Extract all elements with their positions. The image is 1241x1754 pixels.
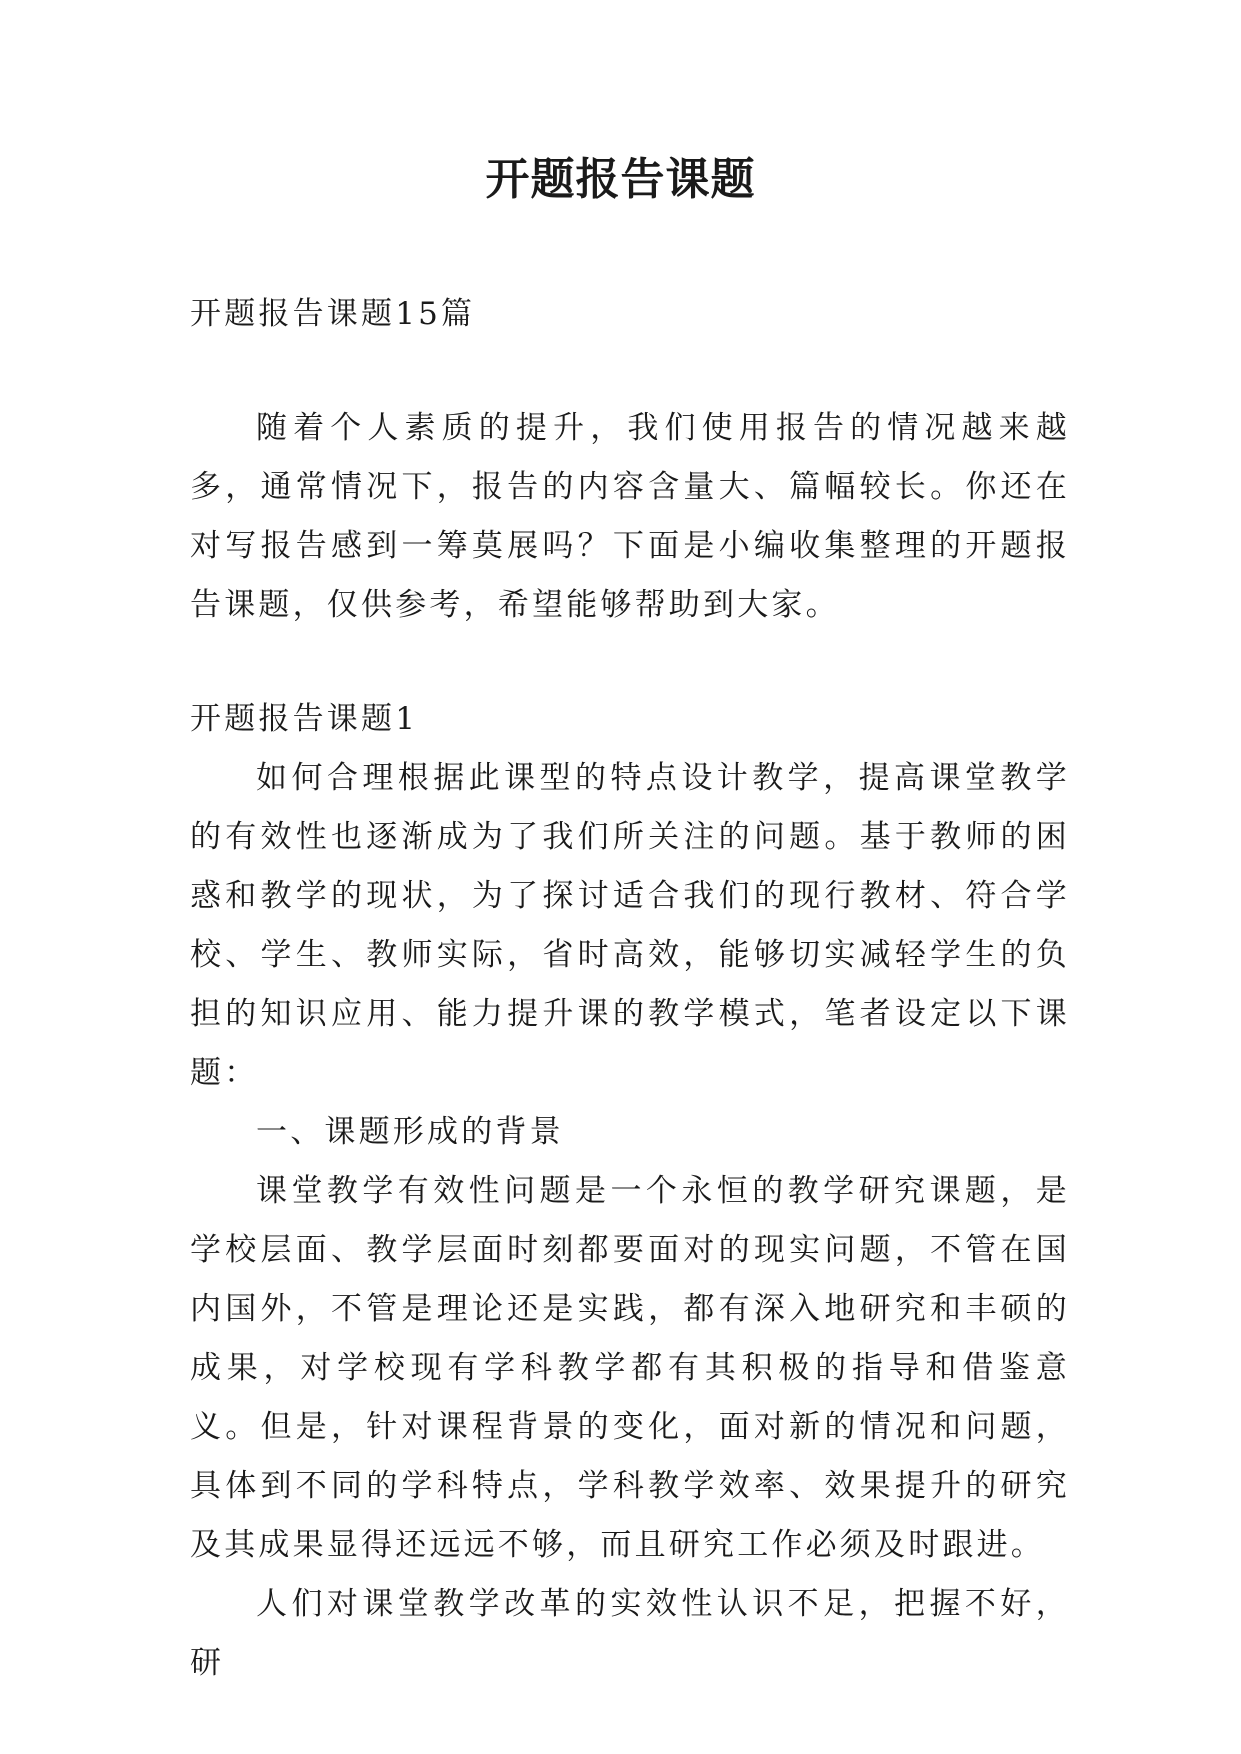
document-title: 开题报告课题: [485, 154, 756, 205]
section-subheading: 一、课题形成的背景: [256, 1114, 564, 1150]
section-paragraph: 如何合理根据此课型的特点设计教学，提高课堂教学的有效性也逐渐成为了我们所关注的问题。基于教师的困惑和教学的现状，为了探讨适合我们的现行教材、符合学校、学生、教师实际，省时高效，能够切实减轻学生的负担的知识应用、能力提升课的教学模式，笔者设定以下课题：: [190, 760, 1070, 1091]
section-heading: 开题报告课题1: [190, 701, 419, 737]
document-subtitle: 开题报告课题15篇: [190, 296, 476, 332]
intro-paragraph: 随着个人素质的提升，我们使用报告的情况越来越多，通常情况下，报告的内容含量大、篇幅较长。你还在对写报告感到一筹莫展吗？下面是小编收集整理的开题报告课题，仅供参考，希望能够帮助到大家。: [190, 410, 1070, 623]
section-body: [190, 749, 1070, 1693]
section-paragraph: 人们对课堂教学改革的实效性认识不足，把握不好，研: [190, 1586, 1070, 1681]
section-paragraph: 课堂教学有效性问题是一个永恒的教学研究课题，是学校层面、教学层面时刻都要面对的现实问题，不管在国内国外，不管是理论还是实践，都有深入地研究和丰硕的成果，对学校现有学科教学都有其积极的指导和借鉴意义。但是，针对课程背景的变化，面对新的情况和问题，具体到不同的学科特点，学科教学效率、效果提升的研究及其成果显得还远远不够，而且研究工作必须及时跟进。: [190, 1173, 1070, 1563]
